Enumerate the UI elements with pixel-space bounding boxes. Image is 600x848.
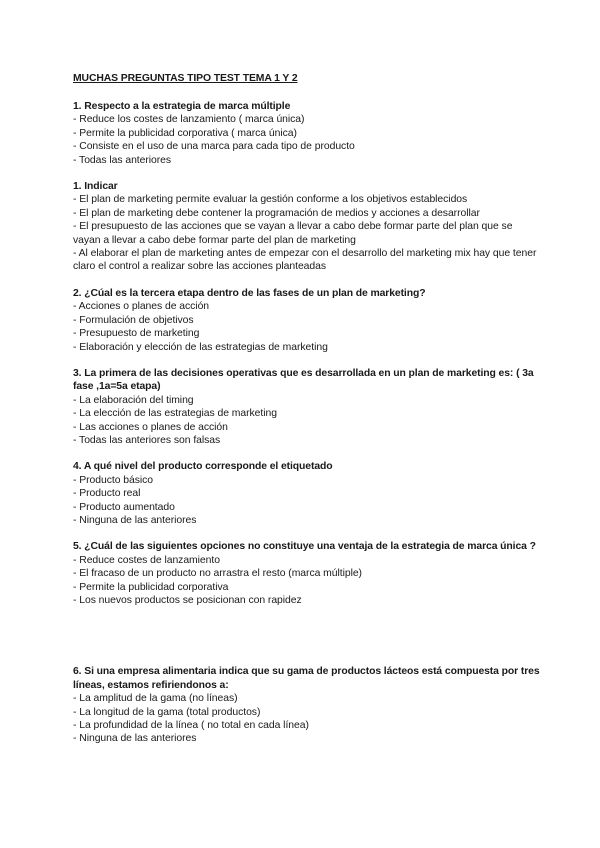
document-title: MUCHAS PREGUNTAS TIPO TEST TEMA 1 Y 2 [73,73,298,84]
answer-option: - Consiste en el uso de una marca para cada tipo de producto [73,141,355,153]
question-block [73,540,540,607]
answer-option: - Ninguna de las anteriores [73,733,197,745]
answer-option: - Acciones o planes de acción [73,301,210,313]
question-block [73,100,540,167]
answer-option: - Reduce los costes de lanzamiento ( marca única) [73,114,305,126]
answer-option: - Las acciones o planes de acción [73,421,228,433]
answer-option: - La elaboración del timing [73,394,194,406]
blank-space [73,620,540,665]
answer-option: - El plan de marketing permite evaluar la gestión conforme a los objetivos establecidos [73,194,468,206]
answer-option: - Todas las anteriores [73,154,172,166]
question-block [73,367,540,447]
question-text: 5. ¿Cuál de las siguientes opciones no constituye una ventaja de la estrategia de marca única ? [73,541,536,553]
question-text: 6. Si una empresa alimentaria indica que su gama de productos lácteos está compuesta por tres líneas, estamos refiriendonos a: [73,666,540,691]
question-text: 4. A qué nivel del producto corresponde el etiquetado [73,461,333,473]
answer-option: - La longitud de la gama (total productos) [73,706,261,718]
answer-option: - Presupuesto de marketing [73,328,200,340]
answer-option: - Todas las anteriores son falsas [73,434,221,446]
answer-option: - Formulación de objetivos [73,314,194,326]
answer-option: - Producto aumentado [73,501,175,513]
answer-option: - Producto real [73,488,141,500]
answer-option: - Permite la publicidad corporativa ( marca única) [73,127,297,139]
answer-option: - Al elaborar el plan de marketing antes de empezar con el desarrollo del marketing mix hay que tener claro el control a realizar sobre las acciones planteadas [73,248,537,273]
answer-option: - La profundidad de la línea ( no total en cada línea) [73,720,309,732]
answer-option: - Producto básico [73,474,154,486]
question-text: 1. Respecto a la estrategia de marca múltiple [73,101,291,112]
question-block [73,665,540,745]
question-text: 1. Indicar [73,181,118,193]
question-block [73,460,540,527]
question-text: 3. La primera de las decisiones operativas que es desarrollada en un plan de marketing es: ( 3a fase ,1a=5a etapa) [73,367,534,393]
answer-option: - El plan de marketing debe contener la programación de medios y acciones a desarrollar [73,207,480,219]
answer-option: - Permite la publicidad corporativa [73,581,229,593]
answer-option: - Los nuevos productos se posicionan con rapidez [73,595,302,606]
answer-option: - Elaboración y elección de las estrategias de marketing [73,341,328,353]
answer-option: - La amplitud de la gama (no líneas) [73,693,238,705]
question-block [73,180,540,274]
answer-option: - El presupuesto de las acciones que se vayan a llevar a cabo debe formar parte del plan que se vayan a llevar a cabo debe formar parte del plan de marketing [73,221,513,246]
answer-option: - El fracaso de un producto no arrastra el resto (marca múltiple) [73,568,362,580]
question-text: 2. ¿Cúal es la tercera etapa dentro de las fases de un plan de marketing? [73,287,426,299]
question-block [73,287,540,354]
answer-option: - La elección de las estrategias de marketing [73,408,277,420]
answer-option: - Reduce costes de lanzamiento [73,554,220,566]
answer-option: - Ninguna de las anteriores [73,514,197,526]
